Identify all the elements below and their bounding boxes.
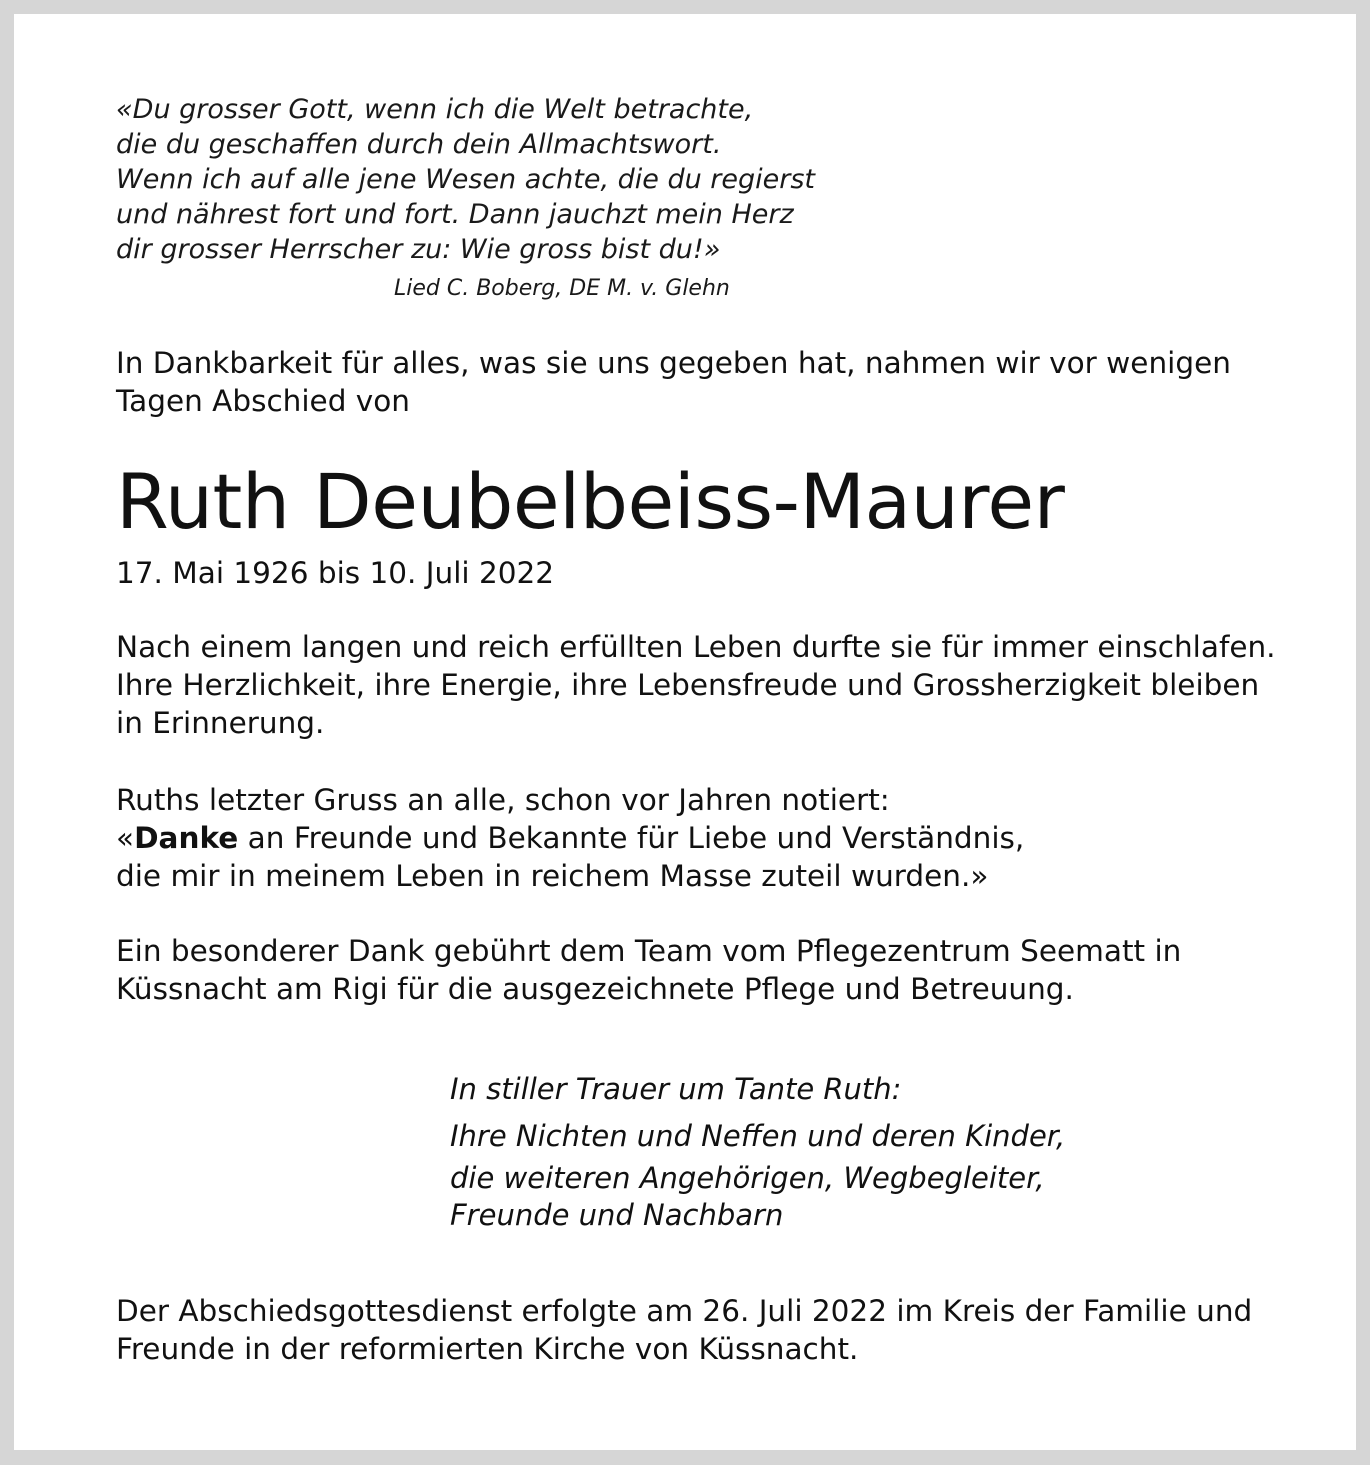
paragraph-line: in Erinnerung. <box>116 706 325 740</box>
mourners-block <box>450 1066 1065 1234</box>
hymn-quote <box>116 92 815 267</box>
mourners-line: In stiller Trauer um Tante Ruth: <box>450 1072 902 1106</box>
paragraph-line: Küssnacht am Rigi für die ausgezeichnete Pflege und Betreuung. <box>116 972 1074 1006</box>
quote-line: und nährest fort und fort. Dann jauchzt mein Herz <box>116 199 794 230</box>
paragraph-line <box>116 819 1276 857</box>
paragraph-thanks <box>116 932 1276 1008</box>
mourners-line: die weiteren Angehörigen, Wegbegleiter, <box>450 1161 1045 1195</box>
quote-line: dir grosser Herrscher zu: Wie gross bist du!» <box>116 234 721 265</box>
quote-line: «Du grosser Gott, wenn ich die Welt betrachte, <box>116 94 754 125</box>
paragraph-line: Nach einem langen und reich erfüllten Leben durfte sie für immer einschlafen. <box>116 630 1276 664</box>
quote-line: die du geschaffen durch dein Allmachtswort. <box>116 129 722 160</box>
life-dates: 17. Mai 1926 bis 10. Juli 2022 <box>116 556 555 590</box>
intro-line: Tagen Abschied von <box>116 384 411 418</box>
quote-mark: « <box>116 821 135 855</box>
intro-line: In Dankbarkeit für alles, was sie uns gegeben hat, nahmen wir vor wenigen <box>116 346 1231 380</box>
paragraph-life <box>116 628 1276 742</box>
quote-source: Lied C. Boberg, DE M. v. Glehn <box>394 276 730 301</box>
intro-text <box>116 344 1276 420</box>
paragraph-service <box>116 1292 1276 1368</box>
mourners-line: Freunde und Nachbarn <box>450 1198 784 1232</box>
paragraph-line: Ihre Herzlichkeit, ihre Energie, ihre Lebensfreude und Grossherzigkeit bleiben <box>116 668 1260 702</box>
paragraph-line: die mir in meinem Leben in reichem Masse zuteil wurden.» <box>116 859 989 893</box>
paragraph-line: Freunde in der reformierten Kirche von Küssnacht. <box>116 1332 859 1366</box>
paragraph-line-rest: an Freunde und Bekannte für Liebe und Verständnis, <box>238 821 1025 855</box>
paragraph-line: Ruths letzter Gruss an alle, schon vor Jahren notiert: <box>116 783 890 817</box>
paragraph-line: Der Abschiedsgottesdienst erfolgte am 26. Juli 2022 im Kreis der Familie und <box>116 1294 1253 1328</box>
paragraph-last-greeting <box>116 781 1276 895</box>
obituary-page <box>14 14 1356 1450</box>
danke-bold: Danke <box>134 821 239 855</box>
deceased-name: Ruth Deubelbeiss-Maurer <box>116 457 1065 546</box>
mourners-line: Ihre Nichten und Neffen und deren Kinder, <box>450 1119 1066 1153</box>
quote-line: Wenn ich auf alle jene Wesen achte, die du regierst <box>116 164 815 195</box>
paragraph-line: Ein besonderer Dank gebührt dem Team vom Pflegezentrum Seematt in <box>116 934 1182 968</box>
